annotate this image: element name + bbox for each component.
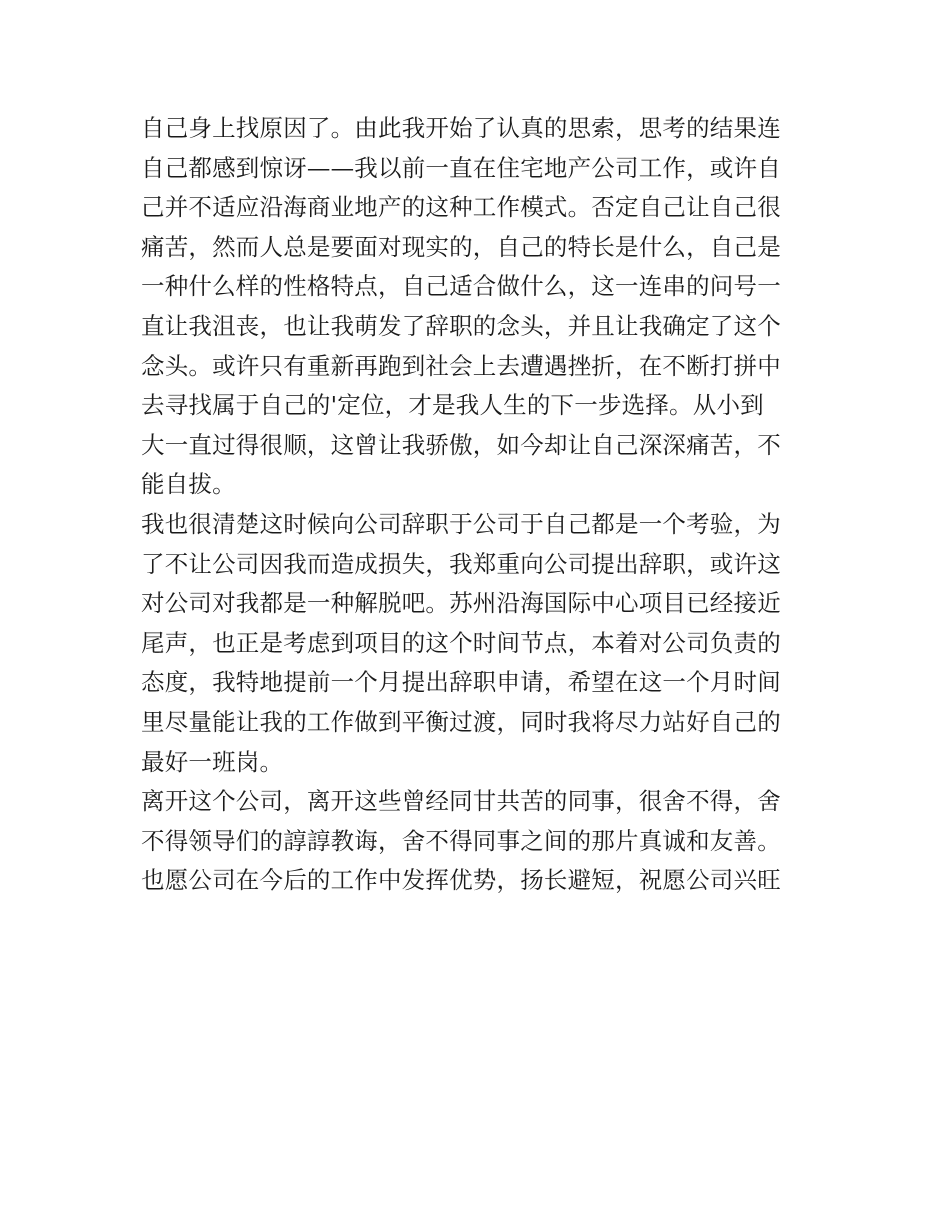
text-line: 自己都感到惊讶——我以前一直在住宅地产公司工作，或许自 (141, 153, 781, 182)
paragraph-self-reflection (141, 109, 813, 505)
text-line: 不得领导们的諄諄教诲，舍不得同事之间的那片真诚和友善。 (141, 826, 781, 855)
text-line: 尾声，也正是考虑到项目的这个时间节点，本着对公司负责的 (141, 628, 781, 657)
text-line: 去寻找属于自己的'定位，才是我人生的下一步选择。从小到 (141, 391, 764, 420)
text-line: 一种什么样的性格特点，自己适合做什么，这一连串的问号一 (141, 272, 781, 301)
text-line: 对公司对我都是一种解脱吧。苏州沿海国际中心项目已经接近 (141, 589, 781, 618)
text-line: 大一直过得很顺，这曾让我骄傲，如今却让自己深深痛苦，不 (141, 430, 781, 459)
text-line: 自己身上找原因了。由此我开始了认真的思索，思考的结果连 (141, 114, 781, 142)
text-line: 离开这个公司，离开这些曾经同甘共苦的同事，很舍不得，舍 (141, 787, 781, 816)
text-line: 态度，我特地提前一个月提出辞职申请，希望在这一个月时间 (141, 668, 781, 697)
text-line: 能自拔。 (141, 470, 236, 499)
paragraph-farewell (141, 782, 813, 901)
paragraph-resignation-reason (141, 505, 813, 782)
text-line: 直让我沮丧，也让我萌发了辞职的念头，并且让我确定了这个 (141, 311, 781, 340)
text-line: 念头。或许只有重新再跑到社会上去遭遇挫折，在不断打拼中 (141, 351, 781, 380)
text-line: 我也很清楚这时候向公司辞职于公司于自己都是一个考验，为 (141, 509, 781, 538)
text-line: 己并不适应沿海商业地产的这种工作模式。否定自己让自己很 (141, 193, 781, 222)
text-line: 了不让公司因我而造成损失，我郑重向公司提出辞职，或许这 (141, 549, 781, 578)
text-line: 也愿公司在今后的工作中发挥优势，扬长避短，祝愿公司兴旺 (141, 866, 781, 895)
text-line: 里尽量能让我的工作做到平衡过渡，同时我将尽力站好自己的 (141, 707, 781, 736)
text-line: 最好一班岗。 (141, 747, 284, 776)
document-body (141, 109, 813, 901)
text-line: 痛苦，然而人总是要面对现实的，自己的特长是什么，自己是 (141, 232, 781, 261)
